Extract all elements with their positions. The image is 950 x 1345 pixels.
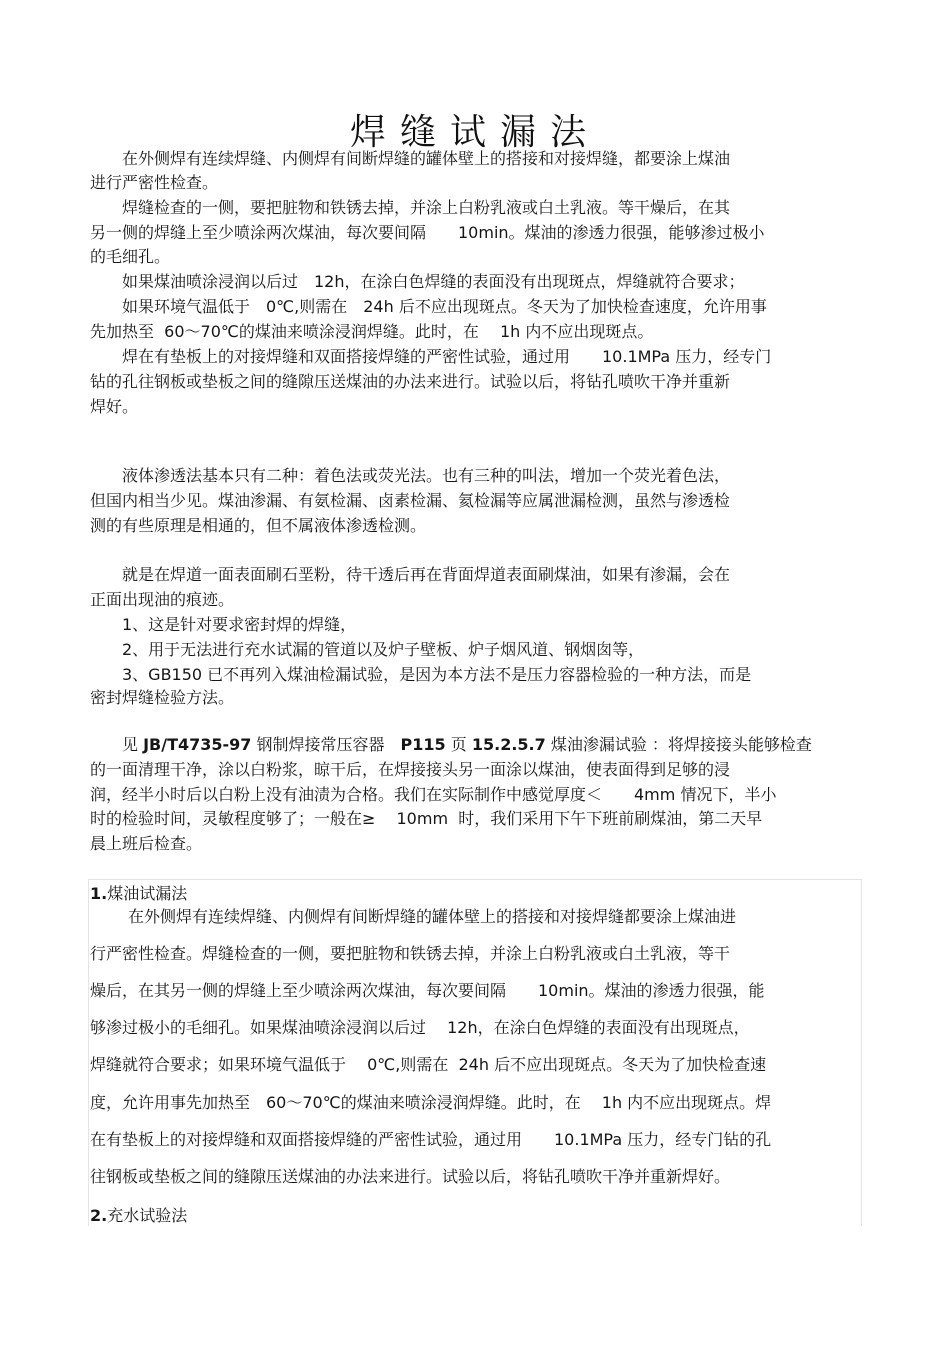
paragraph-line: 度，允许用事先加热至 60～70℃的煤油来喷涂浸润焊缝。此时，在 1h 内不应出现斑点。焊: [90, 1093, 772, 1112]
paragraph-line: 另一侧的焊缝上至少喷涂两次煤油，每次要间隔 10min。煤油的渗透力很强，能够渗过极小: [90, 223, 765, 242]
paragraph-line: 液体渗透法基本只有二种：着色法或荧光法。也有三种的叫法，增加一个荧光着色法，: [122, 466, 731, 485]
paragraph-line: 在有垫板上的对接焊缝和双面搭接焊缝的严密性试验，通过用 10.1MPa 压力，经专门钻的孔: [90, 1130, 772, 1149]
heading-text: 煤油试漏法: [107, 884, 188, 903]
section-heading: [90, 1207, 187, 1225]
list-item: 2、用于无法进行充水试漏的管道以及炉子壁板、炉子烟风道、钢烟囱等，: [122, 640, 645, 659]
page-title: 焊缝试漏法: [349, 112, 600, 153]
paragraph-line: 润，经半小时后以白粉上没有油渍为合格。我们在实际制作中感觉厚度＜ 4mm 情况下，半小: [90, 785, 777, 804]
paragraph-line: 时的检验时间，灵敏程度够了；一般在≥ 10mm 时，我们采用下午下班前刷煤油，第二天早: [90, 809, 763, 828]
list-item: 3、GB150 已不再列入煤油检漏试验，是因为本方法不是压力容器检验的一种方法，而是: [122, 665, 752, 684]
page-ref: P115: [400, 735, 446, 754]
paragraph-line: 先加热至 60～70℃的煤油来喷涂浸润焊缝。此时，在 1h 内不应出现斑点。: [90, 322, 654, 341]
heading-number: 1.: [90, 884, 108, 903]
paragraph-line: 如果环境气温低于 0℃,则需在 24h 后不应出现斑点。冬天为了加快检查速度，允许用事: [122, 297, 767, 316]
paragraph-line: 焊缝检查的一侧，要把脏物和铁锈去掉，并涂上白粉乳液或白土乳液。等干燥后，在其: [122, 198, 731, 217]
paragraph-line: 晨上班后检查。: [90, 834, 203, 853]
paragraph-line: 在外侧焊有连续焊缝、内侧焊有间断焊缝的罐体壁上的搭接和对接焊缝都要涂上煤油进: [128, 907, 737, 926]
section-ref: 15.2.5.7: [471, 735, 546, 754]
paragraph-line: 正面出现油的痕迹。: [90, 590, 235, 609]
paragraph-line: 的一面清理干净，涂以白粉浆，晾干后，在焊接接头另一面涂以煤油，使表面得到足够的浸: [90, 760, 731, 779]
text-run: 见: [122, 735, 144, 754]
paragraph-line: 测的有些原理是相通的，但不属液体渗透检测。: [90, 516, 427, 535]
list-item: 1、这是针对要求密封焊的焊缝，: [122, 615, 357, 634]
paragraph-line: 行严密性检查。焊缝检查的一侧，要把脏物和铁锈去掉，并涂上白粉乳液或白土乳液，等干: [90, 944, 731, 963]
paragraph-line: 往钢板或垫板之间的缝隙压送煤油的办法来进行。试验以后，将钻孔喷吹干净并重新焊好。: [90, 1167, 731, 1186]
paragraph-line: [122, 736, 812, 754]
paragraph-line: 但国内相当少见。煤油渗漏、有氨检漏、卤素检漏、氦检漏等应属泄漏检测，虽然与渗透检: [90, 491, 731, 510]
paragraph-line: 在外侧焊有连续焊缝、内侧焊有间断焊缝的罐体壁上的搭接和对接焊缝，都要涂上煤油: [122, 149, 731, 168]
paragraph-line: 的毛细孔。: [90, 247, 171, 266]
paragraph-line: 够渗过极小的毛细孔。如果煤油喷涂浸润以后过 12h，在涂白色焊缝的表面没有出现斑点，: [90, 1018, 750, 1037]
section-heading: [90, 885, 187, 903]
text-run: 钢制焊接常压容器: [251, 735, 401, 754]
paragraph-line: 就是在焊道一面表面刷石垩粉，待干透后再在背面焊道表面刷煤油，如果有渗漏，会在: [122, 565, 731, 584]
heading-number: 2.: [90, 1206, 108, 1225]
paragraph-line: 燥后，在其另一侧的焊缝上至少喷涂两次煤油，每次要间隔 10min。煤油的渗透力很强，能: [90, 981, 765, 1000]
paragraph-line: 钻的孔往钢板或垫板之间的缝隙压送煤油的办法来进行。试验以后，将钻孔喷吹干净并重新: [90, 372, 731, 391]
heading-text: 充水试验法: [107, 1206, 188, 1225]
paragraph-line: 进行严密性检查。: [90, 173, 219, 192]
standard-code: JB/T4735-97: [143, 735, 252, 754]
text-run: 煤油渗漏试验 ：将焊接接头能够检查: [545, 735, 812, 754]
paragraph-line: 焊好。: [90, 397, 139, 416]
paragraph-line: 密封焊缝检验方法。: [90, 688, 235, 707]
paragraph-line: 焊在有垫板上的对接焊缝和双面搭接焊缝的严密性试验，通过用 10.1MPa 压力，经专门: [122, 347, 772, 366]
text-run: 页: [445, 735, 472, 754]
paragraph-line: 焊缝就符合要求；如果环境气温低于 0℃,则需在 24h 后不应出现斑点。冬天为了加快检查速: [90, 1055, 767, 1074]
paragraph-line: 如果煤油喷涂浸润以后过 12h，在涂白色焊缝的表面没有出现斑点，焊缝就符合要求；: [122, 272, 745, 291]
